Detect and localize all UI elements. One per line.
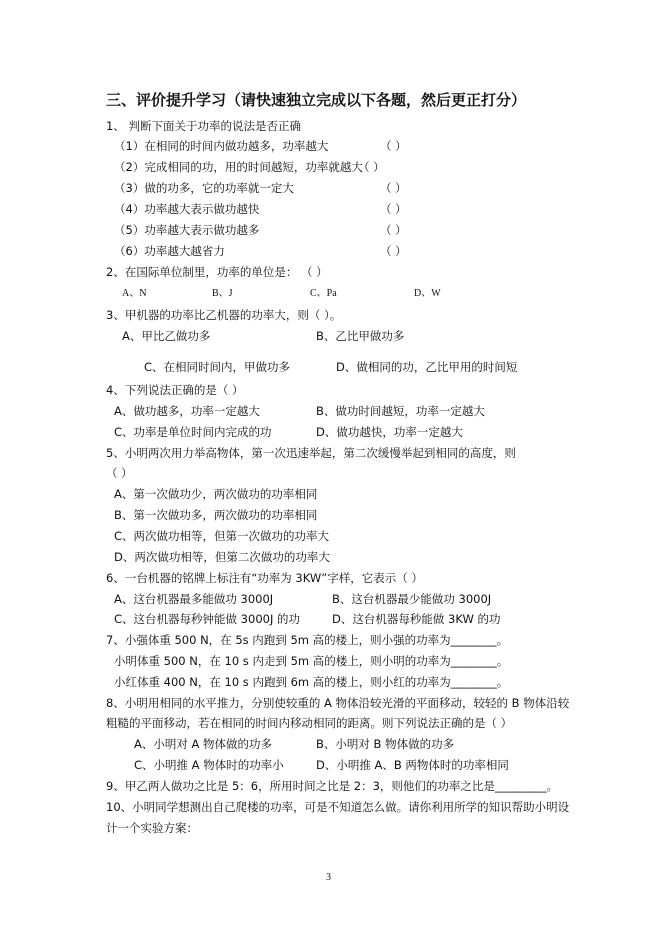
q7-line: 7、小强体重 500 N，在 5s 内跑到 5m 高的楼上，则小强的功率为________。 — [106, 633, 509, 647]
q6-option: B、这台机器最少能做功 3000J — [332, 592, 492, 606]
q8-option: A、小明对 A 物体做的功多 — [134, 737, 273, 751]
q3-option: C、在相同时间内，甲做功多 — [144, 360, 291, 374]
q3-option: B、乙比甲做功多 — [316, 329, 405, 343]
q6-option: C、这台机器每秒钟能做 3000J 的功 — [114, 612, 300, 626]
q1-blank: （ ） — [380, 139, 407, 153]
q1-blank: （ ） — [380, 181, 407, 195]
q2-option: C、Pa — [310, 288, 337, 299]
q1-item: （1）在相同的时间内做功越多，功率越大 — [114, 139, 329, 153]
q2-option: D、W — [414, 288, 441, 299]
q1-item: （5）功率越大表示做功越多 — [114, 223, 260, 237]
q9-stem: 9、甲乙两人做功之比是 5：6，所用时间之比是 2：3，则他们的功率之比是_________。 — [106, 779, 559, 793]
q1-item: （3）做的功多，它的功率就一定大 — [114, 181, 294, 195]
q3-option: D、做相同的功，乙比甲用的时间短 — [336, 360, 518, 374]
q1-item: （4）功率越大表示做功越快 — [114, 202, 260, 216]
q1-blank: （ ） — [380, 223, 407, 237]
q4-option: D、做功越快，功率一定越大 — [316, 425, 463, 439]
q1-blank: （ ） — [358, 160, 385, 174]
q7-line: 小红体重 400 N，在 10 s 内跑到 6m 高的楼上，则小红的功率为________。 — [114, 675, 509, 689]
q5-option: A、第一次做功少，两次做功的功率相同 — [114, 487, 318, 501]
q8-option: C、小明推 A 物体时的功率小 — [134, 758, 284, 772]
page-number: 3 — [326, 872, 331, 883]
q3-option: A、甲比乙做功多 — [122, 329, 211, 343]
q1-item: （6）功率越大越省力 — [114, 244, 225, 258]
q2-option: B、J — [212, 288, 233, 299]
q7-line: 小明体重 500 N，在 10 s 内走到 5m 高的楼上，则小明的功率为________。 — [114, 654, 509, 668]
q4-option: C、功率是单位时间内完成的功 — [114, 425, 272, 439]
q8-option: D、小明推 A、B 两物体时的功率相同 — [316, 758, 509, 772]
q4-stem: 4、下列说法正确的是（ ） — [106, 383, 244, 397]
q1-blank: （ ） — [380, 202, 407, 216]
q6-option: D、这台机器每秒能做 3KW 的功 — [332, 612, 501, 626]
q5-option: B、第一次做功多，两次做功的功率相同 — [114, 508, 318, 522]
q8-line: 8、小明用相同的水平推力，分别使较重的 A 物体沿较光滑的平面移动，较轻的 B 物体沿较 — [106, 696, 570, 710]
q1-item: （2）完成相同的功，用的时间越短，功率就越大 — [114, 160, 363, 174]
q2-option: A、N — [122, 288, 147, 299]
q3-stem: 3、甲机器的功率比乙机器的功率大，则（ ）。 — [106, 308, 342, 322]
q10-line: 计一个实验方案： — [106, 821, 198, 835]
q10-line: 10、小明同学想测出自己爬楼的功率，可是不知道怎么做。请你利用所学的知识帮助小明设 — [106, 800, 570, 814]
q5-stem: 5、小明两次用力举高物体，第一次迅速举起，第二次缓慢举起到相同的高度，则 — [106, 446, 516, 460]
section-title: 三、评价提升学习（请快速独立完成以下各题，然后更正打分） — [106, 91, 527, 109]
q6-stem: 6、一台机器的铭牌上标注有“功率为 3KW”字样，它表示（ ） — [106, 571, 423, 585]
q4-option: B、做功时间越短，功率一定越大 — [316, 404, 485, 418]
q5-option: C、两次做功相等，但第一次做功的功率大 — [114, 529, 330, 543]
q4-option: A、做功越多，功率一定越大 — [114, 404, 260, 418]
q8-line: 粗糙的平面移动，若在相同的时间内移动相同的距离。则下列说法正确的是（ ） — [106, 716, 513, 730]
q2-stem: 2、在国际单位制里，功率的单位是： （ ） — [106, 265, 328, 279]
q5-option: D、两次做功相等，但第二次做功的功率大 — [114, 550, 330, 564]
q5-stem-blank: （ ） — [106, 466, 133, 480]
q6-option: A、这台机器最多能做功 3000J — [114, 592, 274, 606]
q1-blank: （ ） — [380, 244, 407, 258]
q8-option: B、小明对 B 物体做的功多 — [316, 737, 455, 751]
q1-stem: 1、 判断下面关于功率的说法是否正确 — [106, 119, 301, 133]
